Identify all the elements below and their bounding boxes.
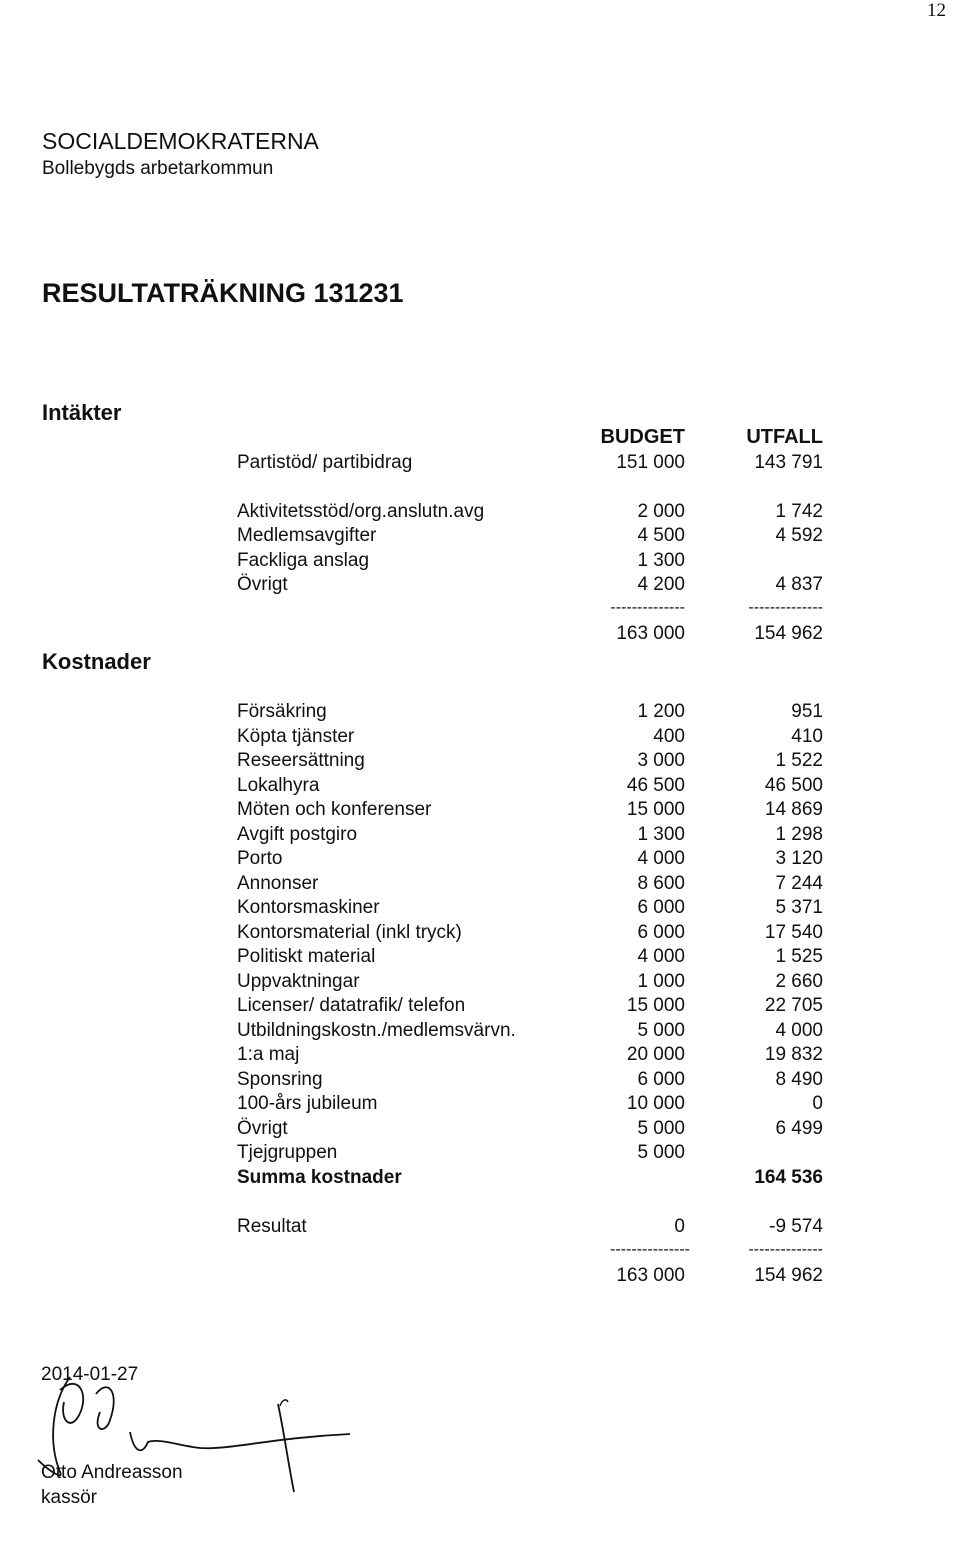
income-total-actual: 154 962 [754,623,823,644]
row-actual: 1 298 [775,824,823,845]
signer-name: Otto Andreasson [41,1462,183,1483]
row-actual: 3 120 [775,848,823,869]
signer-role: kassör [41,1487,97,1508]
actual-column-header: UTFALL [746,426,823,448]
row-budget: 20 000 [626,1044,685,1065]
row-budget: 4 000 [637,848,685,869]
row-budget: 4 000 [637,946,685,967]
row-actual: 1 525 [775,946,823,967]
row-budget: 8 600 [637,873,685,894]
row-label: Aktivitetsstöd/org.anslutn.avg [237,501,485,522]
row-label: Porto [237,848,283,869]
row-budget: 1 300 [637,824,685,845]
row-label: Köpta tjänster [237,726,355,747]
row-budget: 46 500 [626,775,685,796]
row-actual: 1 522 [775,750,823,771]
row-label: Licenser/ datatrafik/ telefon [237,995,466,1016]
row-budget: 10 000 [626,1093,685,1114]
result-total-actual: 154 962 [754,1265,823,1286]
row-label: Lokalhyra [237,775,320,796]
row-actual: 4 592 [775,525,823,546]
income-actual-rule: -------------- [748,599,823,616]
row-label: Partistöd/ partibidrag [237,452,413,473]
row-label: Övrigt [237,1118,288,1139]
row-label: Sponsring [237,1069,323,1090]
row-budget: 4 500 [637,525,685,546]
row-label: Annonser [237,873,319,894]
row-label: Kontorsmaskiner [237,897,380,918]
costs-heading: Kostnader [42,649,151,674]
budget-column-header: BUDGET [600,426,685,448]
suborganization-name: Bollebygds arbetarkommun [42,158,274,179]
row-actual: 0 [812,1093,823,1114]
row-label: Kontorsmaterial (inkl tryck) [237,922,462,943]
income-heading: Intäkter [42,400,122,425]
row-label: Övrigt [237,574,288,595]
result-actual-rule: -------------- [748,1241,823,1258]
row-budget: 2 000 [637,501,685,522]
row-actual: 46 500 [764,775,823,796]
income-total-budget: 163 000 [616,623,685,644]
organization-name: SOCIALDEMOKRATERNA [42,128,319,154]
row-budget: 6 000 [637,897,685,918]
result-actual: -9 574 [769,1216,823,1237]
row-actual: 19 832 [764,1044,823,1065]
row-actual: 4 000 [775,1020,823,1041]
row-label: Utbildningskostn./medlemsvärvn. [237,1020,516,1041]
row-label: 1:a maj [237,1044,300,1065]
row-label: Försäkring [237,701,327,722]
result-total-budget: 163 000 [616,1265,685,1286]
row-budget: 15 000 [626,995,685,1016]
row-budget: 1 200 [637,701,685,722]
row-actual: 22 705 [764,995,823,1016]
cost-sum-label: Summa kostnader [237,1167,402,1188]
income-budget-rule: -------------- [610,599,685,616]
row-budget: 5 000 [637,1020,685,1041]
result-label: Resultat [237,1216,307,1237]
signature-date: 2014-01-27 [41,1364,139,1385]
document-title: RESULTATRÄKNING 131231 [42,278,404,308]
row-budget: 400 [653,726,685,747]
row-actual: 5 371 [775,897,823,918]
row-label: Avgift postgiro [237,824,358,845]
row-label: Politiskt material [237,946,376,967]
row-actual: 14 869 [764,799,823,820]
result-budget: 0 [674,1216,685,1237]
row-budget: 15 000 [626,799,685,820]
page-number: 12 [927,0,946,21]
row-budget: 4 200 [637,574,685,595]
result-budget-rule: --------------- [610,1241,690,1258]
row-budget: 5 000 [637,1142,685,1163]
row-budget: 6 000 [637,922,685,943]
row-actual: 7 244 [775,873,823,894]
row-actual: 410 [791,726,823,747]
row-budget: 5 000 [637,1118,685,1139]
row-budget: 1 300 [637,550,685,571]
cost-sum-actual: 164 536 [754,1167,823,1188]
row-label: Tjejgruppen [237,1142,338,1163]
row-actual: 6 499 [775,1118,823,1139]
row-actual: 2 660 [775,971,823,992]
row-budget: 6 000 [637,1069,685,1090]
row-actual: 951 [791,701,823,722]
row-actual: 1 742 [775,501,823,522]
row-actual: 143 791 [754,452,823,473]
row-budget: 1 000 [637,971,685,992]
row-label: 100-års jubileum [237,1093,378,1114]
row-budget: 151 000 [616,452,685,473]
row-label: Fackliga anslag [237,550,370,571]
row-label: Möten och konferenser [237,799,432,820]
row-actual: 8 490 [775,1069,823,1090]
row-actual: 17 540 [764,922,823,943]
row-label: Medlemsavgifter [237,525,377,546]
row-label: Uppvaktningar [237,971,360,992]
row-actual: 4 837 [775,574,823,595]
row-label: Reseersättning [237,750,365,771]
row-budget: 3 000 [637,750,685,771]
